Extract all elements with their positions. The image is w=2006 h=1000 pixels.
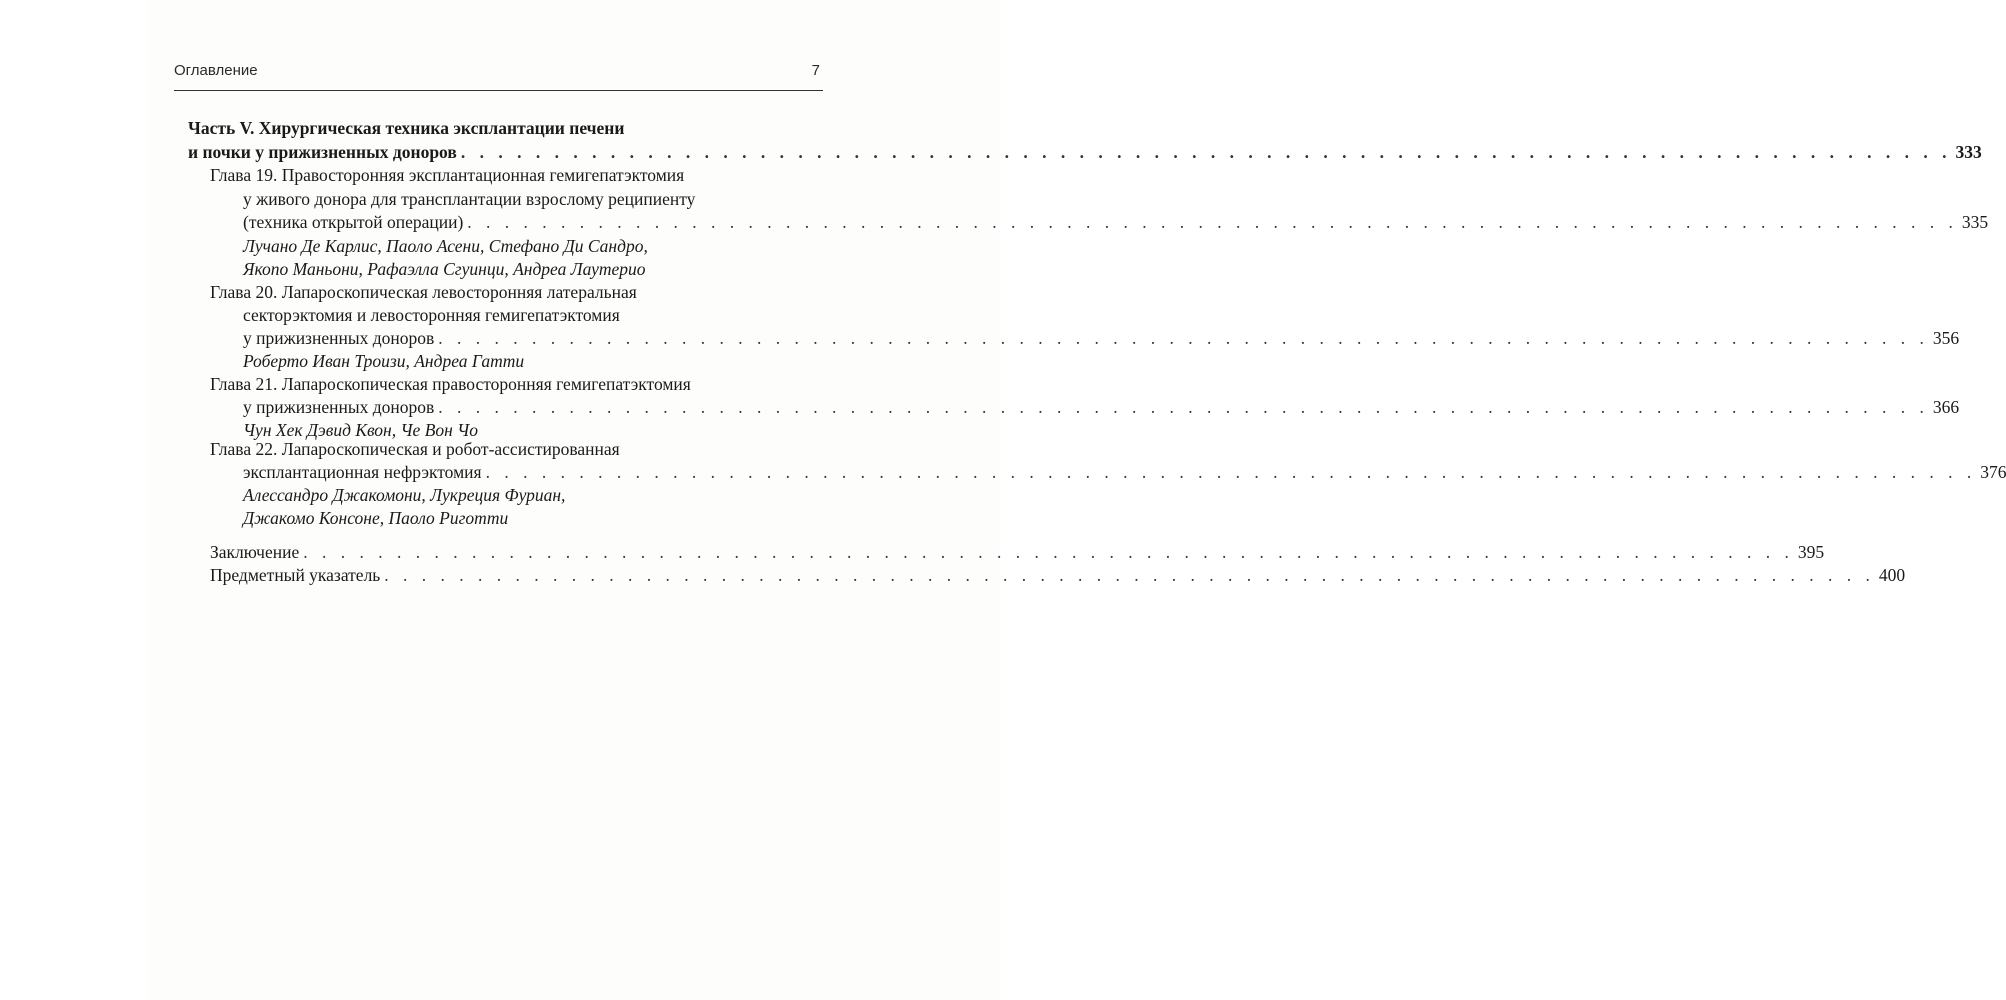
chapter-22-authors1: Алессандро Джакомони, Лукреция Фуриан, [243, 485, 566, 505]
chapter-21-page: 366 [1932, 397, 1960, 417]
chapter-22-line1: Глава 22. Лапароскопическая и робот-ассистированная [210, 439, 620, 459]
chapter-21-line1: Глава 21. Лапароскопическая правосторонняя гемигепатэктомия [210, 374, 691, 394]
part-title-line2: и почки у прижизненных доноров [188, 142, 457, 162]
chapter-19-line1: Глава 19. Правосторонняя эксплантационная гемигепатэктомия [210, 165, 685, 185]
dot-leader: . . . . . . . . . . . . . . . . . . . . . . . . . . . . . . . . . . . . . . . . . . . . . . . . . . . . . . . . . . . . . . . . . . . . . . . . . . . . . . . . [384, 565, 1875, 585]
subject-index-page: 400 [1878, 565, 1906, 585]
chapter-22-page: 376 [1980, 462, 2006, 482]
chapter-20-page: 356 [1932, 328, 1960, 348]
dot-leader: . . . . . . . . . . . . . . . . . . . . . . . . . . . . . . . . . . . . . . . . . . . . . . . . . . . . . . . . . . . . . . . . . . . . . . . . . . . . . . . . [467, 212, 1958, 232]
chapter-19-page: 335 [1961, 212, 1989, 232]
dot-leader: . . . . . . . . . . . . . . . . . . . . . . . . . . . . . . . . . . . . . . . . . . . . . . . . . . . . . . . . . . . . . . . . . . . . . . . . . . . . . . . . [438, 328, 1929, 348]
conclusion-entry[interactable] [210, 540, 1825, 564]
part-entry[interactable] [188, 140, 1982, 164]
conclusion-page: 395 [1797, 542, 1825, 562]
chapter-20-line3: у прижизненных доноров [243, 328, 435, 348]
chapter-21-line2: у прижизненных доноров [243, 397, 435, 417]
dot-leader: . . . . . . . . . . . . . . . . . . . . . . . . . . . . . . . . . . . . . . . . . . . . . . . . . . . . . . . . . . . . . . . . . . . . . . . . . . . . . . . . [303, 542, 1794, 562]
chapter-20-entry[interactable] [243, 326, 1960, 350]
chapter-22-line2: эксплантационная нефрэктомия [243, 462, 482, 482]
subject-index-label: Предметный указатель [210, 565, 381, 585]
chapter-20-authors1: Роберто Иван Троизи, Андреа Гатти [243, 351, 525, 371]
conclusion-label: Заключение [210, 542, 300, 562]
dot-leader: . . . . . . . . . . . . . . . . . . . . . . . . . . . . . . . . . . . . . . . . . . . . . . . . . . . . . . . . . . . . . . . . . . . . . . . . . . . . . . . . [460, 142, 1952, 162]
chapter-21-entry[interactable] [243, 395, 1960, 419]
chapter-19-entry[interactable] [243, 210, 1989, 234]
header-page-number: 7 [811, 62, 820, 79]
dot-leader: . . . . . . . . . . . . . . . . . . . . . . . . . . . . . . . . . . . . . . . . . . . . . . . . . . . . . . . . . . . . . . . . . . . . . . . . . . . . . . . . [485, 462, 1977, 482]
chapter-19-line2: у живого донора для трансплантации взрослому реципиенту [243, 189, 696, 209]
dot-leader: . . . . . . . . . . . . . . . . . . . . . . . . . . . . . . . . . . . . . . . . . . . . . . . . . . . . . . . . . . . . . . . . . . . . . . . . . . . . . . . . [438, 397, 1929, 417]
chapter-19-authors1: Лучано Де Карлис, Паоло Асени, Стефано Ди Сандро, [243, 236, 648, 256]
chapter-22-entry[interactable] [243, 460, 2006, 484]
chapter-19-authors2: Якопо Маньони, Рафаэлла Сгуинци, Андреа Лаутерио [243, 259, 646, 279]
subject-index-entry[interactable] [210, 563, 1906, 587]
chapter-22-authors2: Джакомо Консоне, Паоло Риготти [243, 508, 509, 528]
chapter-19-line3: (техника открытой операции) [243, 212, 464, 232]
header-title: Оглавление [174, 62, 258, 79]
chapter-20-line2: секторэктомия и левосторонняя гемигепатэктомия [243, 305, 620, 325]
part-title-line1: Часть V. Хирургическая техника эксплантации печени [188, 118, 625, 138]
part-page: 333 [1955, 142, 1982, 162]
chapter-21-authors1: Чун Хек Дэвид Квон, Че Вон Чо [243, 420, 478, 440]
chapter-20-line1: Глава 20. Лапароскопическая левосторонняя латеральная [210, 282, 637, 302]
